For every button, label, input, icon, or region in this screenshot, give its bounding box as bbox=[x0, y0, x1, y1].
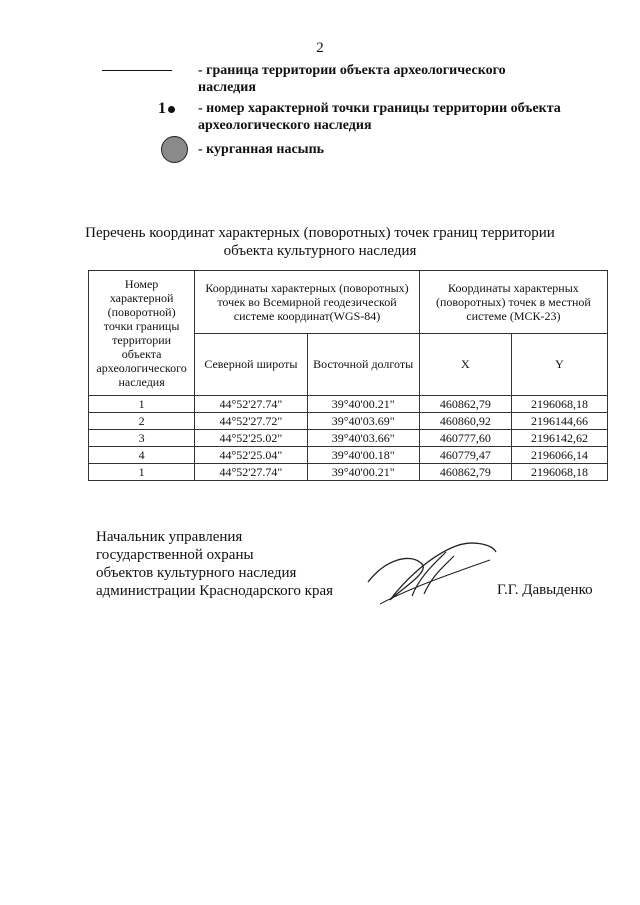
cell-x: 460862,79 bbox=[419, 396, 511, 413]
cell-num: 4 bbox=[89, 447, 195, 464]
signatory-title-line: государственной охраны bbox=[96, 547, 254, 563]
point-marker-icon bbox=[158, 100, 175, 118]
coordinates-table bbox=[88, 270, 608, 481]
boundary-line-icon bbox=[102, 70, 172, 71]
cell-lon: 39°40'03.66" bbox=[307, 430, 419, 447]
cell-num: 3 bbox=[89, 430, 195, 447]
cell-y: 2196068,18 bbox=[511, 396, 607, 413]
cell-x: 460860,92 bbox=[419, 413, 511, 430]
cell-lon: 39°40'03.69" bbox=[307, 413, 419, 430]
header-y: Y bbox=[511, 333, 607, 396]
cell-lat: 44°52'27.74" bbox=[195, 396, 307, 413]
table-row bbox=[89, 413, 608, 430]
signatory-title-line: объектов культурного наследия bbox=[96, 565, 297, 581]
table-header-row bbox=[89, 271, 608, 334]
cell-lon: 39°40'00.21" bbox=[307, 396, 419, 413]
header-wgs-group: Координаты характерных (поворотных) точек во Всемирной геодезической системе координат(WGS-84) bbox=[195, 271, 420, 334]
point-dot-icon bbox=[168, 106, 175, 113]
header-point-number: Номер характерной (поворотной) точки границы территории объекта археологического наследия bbox=[89, 271, 195, 396]
table-row bbox=[89, 430, 608, 447]
cell-y: 2196144,66 bbox=[511, 413, 607, 430]
cell-num: 1 bbox=[89, 464, 195, 481]
cell-lat: 44°52'27.72" bbox=[195, 413, 307, 430]
legend bbox=[100, 62, 620, 164]
cell-x: 460777,60 bbox=[419, 430, 511, 447]
legend-item-mound bbox=[100, 136, 620, 166]
header-lon: Восточной долготы bbox=[307, 333, 419, 396]
cell-lat: 44°52'25.02" bbox=[195, 430, 307, 447]
signatory-title bbox=[96, 528, 333, 600]
signatory-title-line: Начальник управления bbox=[96, 529, 243, 545]
table-row bbox=[89, 396, 608, 413]
burial-mound-icon bbox=[161, 136, 188, 163]
cell-lon: 39°40'00.21" bbox=[307, 464, 419, 481]
handwritten-signature-icon bbox=[360, 530, 500, 610]
page-number: 2 bbox=[316, 40, 324, 56]
header-msk-group: Координаты характерных (поворотных) точек в местной системе (МСК-23) bbox=[419, 271, 607, 334]
cell-y: 2196142,62 bbox=[511, 430, 607, 447]
legend-text: - граница территории объекта археологического наследия bbox=[198, 63, 506, 95]
legend-text: - курганная насыпь bbox=[198, 142, 325, 157]
cell-x: 460862,79 bbox=[419, 464, 511, 481]
legend-item-boundary bbox=[100, 62, 620, 98]
cell-x: 460779,47 bbox=[419, 447, 511, 464]
header-lat: Северной широты bbox=[195, 333, 307, 396]
header-x: X bbox=[419, 333, 511, 396]
signer-name: Г.Г. Давыденко bbox=[497, 582, 593, 598]
table-row bbox=[89, 447, 608, 464]
cell-lat: 44°52'25.04" bbox=[195, 447, 307, 464]
signatory-title-line: администрации Краснодарского края bbox=[96, 583, 334, 599]
marker-number: 1 bbox=[158, 100, 166, 117]
cell-y: 2196066,14 bbox=[511, 447, 607, 464]
cell-num: 1 bbox=[89, 396, 195, 413]
cell-y: 2196068,18 bbox=[511, 464, 607, 481]
list-title: Перечень координат характерных (поворотных) точек границ территории объекта культурного наследия bbox=[85, 225, 555, 259]
cell-lon: 39°40'00.18" bbox=[307, 447, 419, 464]
table-row bbox=[89, 464, 608, 481]
legend-item-point bbox=[100, 100, 620, 136]
legend-text: - номер характерной точки границы территории объекта археологического наследия bbox=[198, 101, 561, 133]
cell-lat: 44°52'27.74" bbox=[195, 464, 307, 481]
cell-num: 2 bbox=[89, 413, 195, 430]
